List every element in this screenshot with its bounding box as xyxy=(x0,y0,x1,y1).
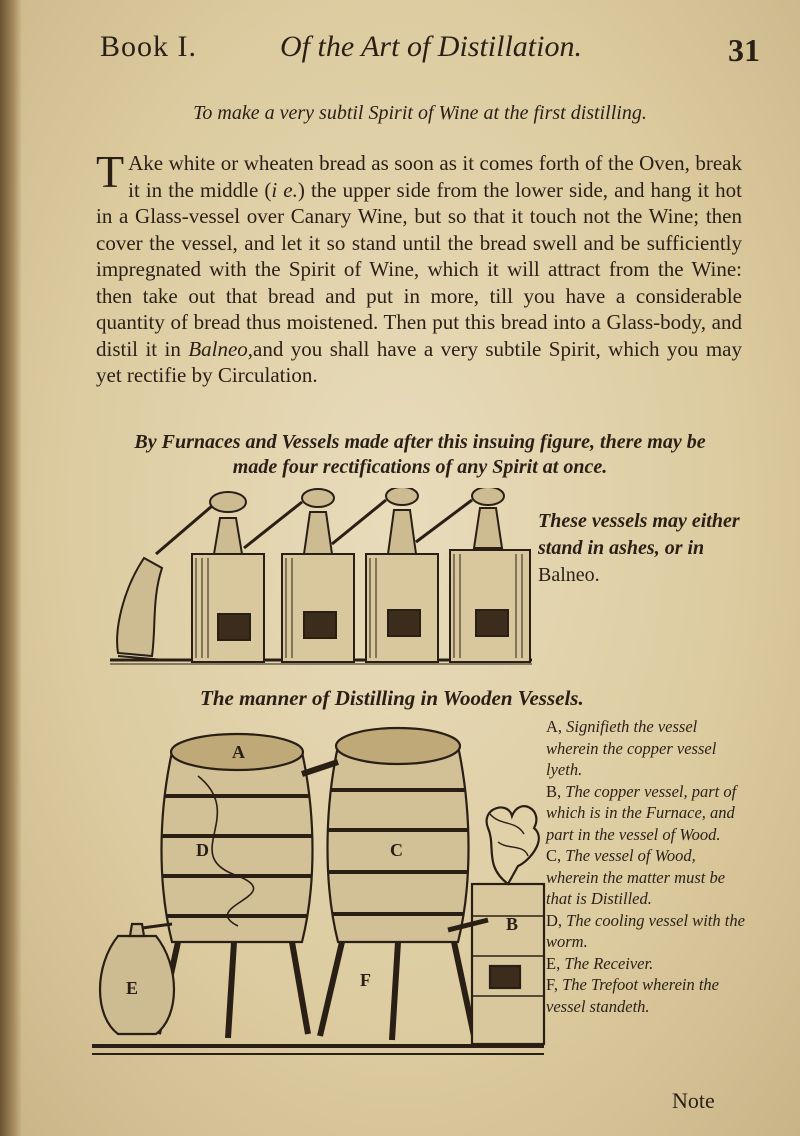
running-title: Of the Art of Distillation. xyxy=(280,30,582,63)
wooden-vessels-woodcut xyxy=(88,716,548,1062)
furnaces-caption-italic: These vessels may either stand in ashes, or in xyxy=(538,510,740,559)
legend-item-d: D, The cooling vessel with the worm. xyxy=(546,910,745,951)
drop-cap: T xyxy=(96,146,125,197)
running-header xyxy=(100,30,760,74)
furnaces-woodcut xyxy=(104,488,538,670)
furnaces-caption xyxy=(538,508,748,589)
paragraph-balneo: Balneo, xyxy=(188,336,254,361)
label-c: C xyxy=(390,840,403,860)
label-a: A xyxy=(232,742,245,762)
paragraph-text-c: and you shall have a very subtile Spirit, which you may yet rectifie by Circulation. xyxy=(96,336,742,387)
section-heading: To make a very subtil Spirit of Wine at the first distilling. xyxy=(193,102,647,124)
legend-item-b: B, The copper vessel, part of which is in the Furnace, and part in the vessel of Wood. xyxy=(546,781,737,844)
legend-item-f: F, The Trefoot wherein the vessel standeth. xyxy=(546,975,720,1016)
page-gutter xyxy=(0,0,22,1136)
recipe-paragraph xyxy=(96,146,742,389)
label-f: F xyxy=(360,970,371,990)
figure-legend xyxy=(546,716,752,1017)
wooden-vessels-title: The manner of Distilling in Wooden Vessels. xyxy=(200,686,584,710)
paragraph-ie: i e. xyxy=(271,177,298,202)
label-e: E xyxy=(126,978,139,998)
paragraph-text-a: Ake white or wheaten bread as soon as it comes forth of the Oven, break it in the middle ( xyxy=(128,151,742,202)
furnace-note: By Furnaces and Vessels made after this insuing figure, there may be made four rectifications of any Spirit at once. xyxy=(134,431,706,478)
label-b: B xyxy=(506,914,519,934)
label-d: D xyxy=(196,840,209,860)
book-label: Book I. xyxy=(100,30,197,63)
paragraph-text-b: ) the upper side from the lower side, and hang it hot in a Glass-vessel over Canary Wine, but so that it touch not the Wine; then cover the vessel, and let it so stand until the bread swell and be sufficiently impregnated with the Spirit of Wine, which it will attract from the Wine: then take out that bread and put in more, till you have a considerable quantity of bread thus moistened. Then put this bread into a Glass-body, and distil it in xyxy=(96,177,742,361)
legend-item-c: C, The vessel of Wood, wherein the matter must be that is Distilled. xyxy=(546,846,726,908)
page-number: 31 xyxy=(728,32,760,68)
catchword: Note xyxy=(672,1088,715,1113)
furnaces-caption-balneo: Balneo. xyxy=(538,564,600,586)
legend-item-e: E, The Receiver. xyxy=(546,953,654,973)
legend-item-a: A, Signifieth the vessel wherein the copper vessel lyeth. xyxy=(546,717,717,779)
